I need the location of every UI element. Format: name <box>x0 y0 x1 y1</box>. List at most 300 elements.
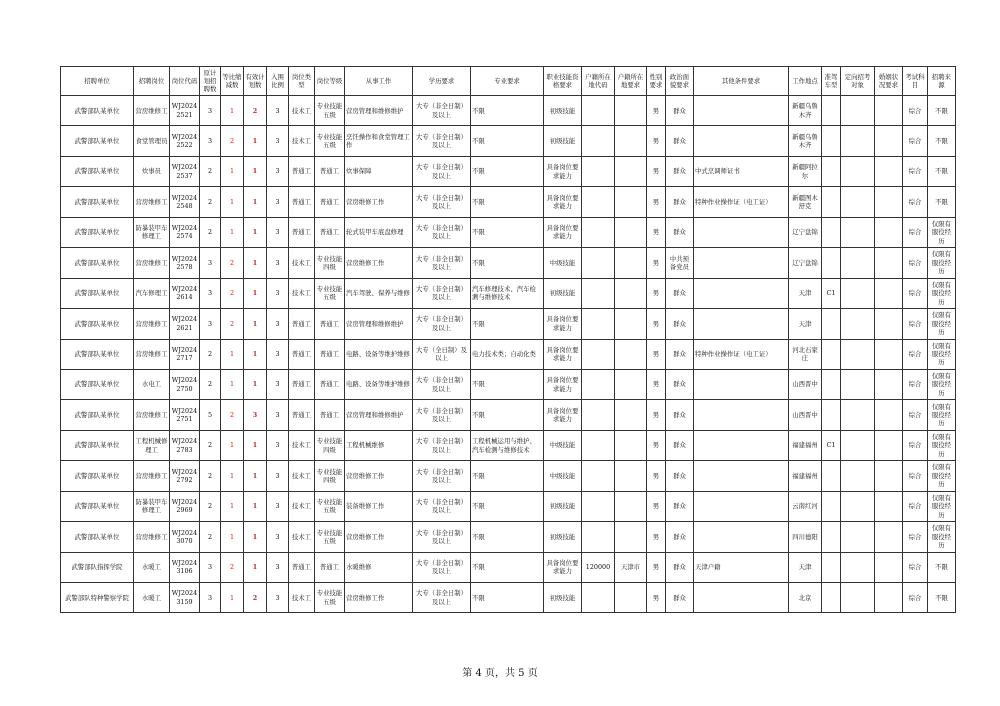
table-cell <box>694 248 789 278</box>
table-cell: 专业技能五级 <box>315 583 345 613</box>
table-cell <box>694 96 789 126</box>
table-cell <box>694 583 789 613</box>
table-cell: 1 <box>221 156 244 186</box>
table-cell: 综合 <box>903 248 928 278</box>
table-cell: 不限 <box>471 491 544 521</box>
table-cell: 不限 <box>928 156 956 186</box>
table-cell: 初级技能 <box>544 583 582 613</box>
table-cell <box>582 187 615 217</box>
table-cell: 技术工 <box>289 96 315 126</box>
table-cell: 仅限有服役经历 <box>928 309 956 339</box>
column-header: 等比缩减数 <box>221 67 244 96</box>
table-cell: 5 <box>200 400 221 430</box>
table-cell <box>875 309 903 339</box>
table-cell <box>615 248 647 278</box>
table-cell: 群众 <box>666 369 694 399</box>
table-cell: 营房管理和维修维护 <box>345 309 413 339</box>
table-cell: 武警部队某单位 <box>61 369 134 399</box>
table-cell: 2 <box>200 522 221 552</box>
table-cell: 2 <box>200 187 221 217</box>
table-cell <box>875 126 903 156</box>
table-cell: WJ20243070 <box>170 522 200 552</box>
table-cell <box>582 522 615 552</box>
table-cell: 营房维修工作 <box>345 461 413 491</box>
table-cell <box>875 156 903 186</box>
table-cell: WJ20242969 <box>170 491 200 521</box>
table-cell: 武警部队某单位 <box>61 156 134 186</box>
table-row <box>61 369 956 399</box>
column-header: 原计划招聘数 <box>200 67 221 96</box>
table-cell <box>822 491 841 521</box>
table-cell: 大专（非全日制）及以上 <box>413 552 471 582</box>
table-cell: 不限 <box>928 583 956 613</box>
table-cell <box>822 248 841 278</box>
table-cell <box>615 96 647 126</box>
table-cell: 群众 <box>666 430 694 460</box>
table-cell: 轮式装甲车底盘修理 <box>345 217 413 247</box>
table-cell: 1 <box>244 430 267 460</box>
table-cell: 1 <box>221 187 244 217</box>
table-cell: 3 <box>267 400 289 430</box>
table-cell: 3 <box>267 583 289 613</box>
table-cell: 电力技术类；自动化类 <box>471 339 544 369</box>
table-cell: WJ20242621 <box>170 309 200 339</box>
table-cell: 1 <box>221 217 244 247</box>
recruitment-table-wrapper <box>60 66 956 613</box>
column-header: 招聘岗位 <box>134 67 170 96</box>
table-cell: 专业技能五级 <box>315 278 345 308</box>
table-cell: 群众 <box>666 522 694 552</box>
table-cell <box>615 369 647 399</box>
table-cell: 大专（非全日制）及以上 <box>413 156 471 186</box>
table-cell <box>822 369 841 399</box>
table-cell: 普通工 <box>289 309 315 339</box>
table-cell: 武警部队某单位 <box>61 278 134 308</box>
table-cell: 不限 <box>471 552 544 582</box>
table-cell: 天津 <box>789 278 822 308</box>
table-cell <box>875 583 903 613</box>
table-cell: 普通工 <box>315 369 345 399</box>
table-cell: 食堂管理员 <box>134 126 170 156</box>
table-cell <box>822 400 841 430</box>
table-cell: 仅限有服役经历 <box>928 430 956 460</box>
table-cell <box>615 187 647 217</box>
table-cell: 男 <box>647 400 666 430</box>
table-cell: 群众 <box>666 156 694 186</box>
table-cell: 群众 <box>666 126 694 156</box>
table-cell <box>822 309 841 339</box>
column-header: 婚姻状况要求 <box>875 67 903 96</box>
table-cell: 群众 <box>666 461 694 491</box>
table-cell: 2 <box>200 339 221 369</box>
table-cell: 水暖工 <box>134 583 170 613</box>
table-cell <box>615 491 647 521</box>
table-cell <box>615 583 647 613</box>
table-cell: 男 <box>647 461 666 491</box>
column-header: 招聘来源 <box>928 67 956 96</box>
table-row <box>61 126 956 156</box>
table-cell: 3 <box>244 400 267 430</box>
table-cell: 技术工 <box>289 491 315 521</box>
table-cell: 普通工 <box>289 217 315 247</box>
table-cell: 群众 <box>666 187 694 217</box>
table-cell <box>582 96 615 126</box>
table-cell: 3 <box>267 126 289 156</box>
table-cell: 3 <box>200 552 221 582</box>
table-cell <box>841 187 875 217</box>
table-cell: 营房维修工 <box>134 96 170 126</box>
table-cell: 武警部队某单位 <box>61 96 134 126</box>
table-cell: 仅限有服役经历 <box>928 369 956 399</box>
table-cell: 四川德阳 <box>789 522 822 552</box>
table-cell: 具备岗位要求能力 <box>544 552 582 582</box>
table-cell: 大专（非全日制）及以上 <box>413 461 471 491</box>
column-header: 定向招考对象 <box>841 67 875 96</box>
table-cell <box>615 522 647 552</box>
table-cell: 水电工 <box>134 369 170 399</box>
column-header: 准驾车型 <box>822 67 841 96</box>
table-cell: 综合 <box>903 461 928 491</box>
table-cell: 专业技能四级 <box>315 430 345 460</box>
table-cell: 群众 <box>666 217 694 247</box>
table-cell: 初级技能 <box>544 491 582 521</box>
table-cell: 3 <box>267 96 289 126</box>
table-cell: 普通工 <box>289 369 315 399</box>
table-cell: 中级技能 <box>544 430 582 460</box>
table-cell: 云南红河 <box>789 491 822 521</box>
table-cell <box>875 339 903 369</box>
table-cell: 综合 <box>903 491 928 521</box>
table-cell: 不限 <box>471 96 544 126</box>
table-cell: 群众 <box>666 339 694 369</box>
table-cell <box>582 400 615 430</box>
table-cell: 1 <box>221 522 244 552</box>
table-cell: 3 <box>267 552 289 582</box>
table-cell: 2 <box>244 96 267 126</box>
table-cell: 福建福州 <box>789 461 822 491</box>
table-cell: 大专（非全日制）及以上 <box>413 309 471 339</box>
table-cell: 工程机械维修 <box>345 430 413 460</box>
table-cell: 河北石家庄 <box>789 339 822 369</box>
table-cell: 1 <box>221 339 244 369</box>
table-cell: 武警部队某单位 <box>61 461 134 491</box>
table-cell <box>582 461 615 491</box>
table-cell: 普通工 <box>289 156 315 186</box>
table-cell: 装备维修工作 <box>345 491 413 521</box>
table-cell: 初级技能 <box>544 522 582 552</box>
table-cell <box>875 522 903 552</box>
table-cell: 2 <box>244 583 267 613</box>
table-cell: 1 <box>221 461 244 491</box>
table-cell: 不限 <box>928 552 956 582</box>
table-cell <box>822 217 841 247</box>
table-cell: 2 <box>221 278 244 308</box>
table-cell: WJ20242537 <box>170 156 200 186</box>
table-cell: 北京 <box>789 583 822 613</box>
table-cell: WJ20242548 <box>170 187 200 217</box>
table-cell: 防暴装甲车修理工 <box>134 217 170 247</box>
table-cell <box>582 248 615 278</box>
table-cell <box>694 369 789 399</box>
table-cell: 男 <box>647 430 666 460</box>
table-cell: 大专（非全日制）及以上 <box>413 96 471 126</box>
table-cell: 新疆乌鲁木齐 <box>789 126 822 156</box>
table-cell: 综合 <box>903 278 928 308</box>
table-cell: 中共预备党员 <box>666 248 694 278</box>
table-cell <box>875 430 903 460</box>
table-cell: 不限 <box>471 522 544 552</box>
table-cell <box>841 400 875 430</box>
table-cell: 不限 <box>471 126 544 156</box>
table-cell <box>615 461 647 491</box>
table-cell: 男 <box>647 309 666 339</box>
column-header: 招聘单位 <box>61 67 134 96</box>
table-cell: WJ20242751 <box>170 400 200 430</box>
column-header: 其他条件要求 <box>694 67 789 96</box>
table-cell: 1 <box>221 491 244 521</box>
table-cell <box>841 248 875 278</box>
table-cell: 1 <box>221 430 244 460</box>
table-row <box>61 491 956 521</box>
table-cell: 普通工 <box>315 217 345 247</box>
table-cell: 不限 <box>471 583 544 613</box>
table-cell: WJ20242750 <box>170 369 200 399</box>
table-cell: 2 <box>200 156 221 186</box>
table-cell: 不限 <box>928 187 956 217</box>
table-cell <box>875 187 903 217</box>
table-cell: 2 <box>221 126 244 156</box>
table-cell: 群众 <box>666 400 694 430</box>
table-cell: 普通工 <box>315 309 345 339</box>
table-cell: 1 <box>244 126 267 156</box>
table-cell <box>841 278 875 308</box>
table-cell: 普通工 <box>315 339 345 369</box>
table-cell: 3 <box>267 491 289 521</box>
table-cell: 不限 <box>471 400 544 430</box>
table-cell: 综合 <box>903 369 928 399</box>
table-cell: 综合 <box>903 217 928 247</box>
table-cell <box>841 430 875 460</box>
table-cell: 3 <box>200 96 221 126</box>
table-cell: 仅限有服役经历 <box>928 522 956 552</box>
table-cell: 营房维修工 <box>134 400 170 430</box>
table-cell: WJ20242574 <box>170 217 200 247</box>
table-cell <box>841 461 875 491</box>
table-cell: WJ20242614 <box>170 278 200 308</box>
table-cell: C1 <box>822 430 841 460</box>
table-cell <box>841 309 875 339</box>
column-header: 有效计划数 <box>244 67 267 96</box>
table-cell: 群众 <box>666 96 694 126</box>
table-cell: 3 <box>200 309 221 339</box>
column-header: 学历要求 <box>413 67 471 96</box>
table-cell: 120000 <box>582 552 615 582</box>
table-cell: 男 <box>647 187 666 217</box>
table-cell: 大专（非全日制）及以上 <box>413 430 471 460</box>
table-cell: 营房维修工 <box>134 339 170 369</box>
table-cell: 仅限有服役经历 <box>928 461 956 491</box>
table-cell: 综合 <box>903 187 928 217</box>
column-header: 工作地点 <box>789 67 822 96</box>
table-cell: 营房管理和维修维护 <box>345 400 413 430</box>
table-cell: 1 <box>244 309 267 339</box>
table-cell: 普通工 <box>289 552 315 582</box>
table-cell <box>582 217 615 247</box>
table-cell: 具备岗位要求能力 <box>544 339 582 369</box>
table-cell: 技术工 <box>289 522 315 552</box>
table-cell: 新疆图木舒克 <box>789 187 822 217</box>
table-cell <box>822 339 841 369</box>
table-cell <box>615 217 647 247</box>
table-cell: 武警部队某单位 <box>61 248 134 278</box>
table-cell: 武警部队某单位 <box>61 217 134 247</box>
table-cell: 综合 <box>903 522 928 552</box>
table-cell: 综合 <box>903 126 928 156</box>
table-cell: 不限 <box>471 309 544 339</box>
table-cell: 专业技能五级 <box>315 96 345 126</box>
table-cell: 1 <box>244 552 267 582</box>
table-cell: 2 <box>221 309 244 339</box>
table-cell: 专业技能五级 <box>315 126 345 156</box>
table-cell <box>615 309 647 339</box>
table-cell <box>615 126 647 156</box>
table-cell: 1 <box>221 583 244 613</box>
table-cell: 技术工 <box>289 430 315 460</box>
table-cell <box>841 491 875 521</box>
table-cell: 男 <box>647 248 666 278</box>
table-cell: 具备岗位要求能力 <box>544 156 582 186</box>
table-cell: 武警部队某单位 <box>61 126 134 156</box>
table-cell <box>841 583 875 613</box>
table-cell: 群众 <box>666 309 694 339</box>
table-cell: 群众 <box>666 583 694 613</box>
table-cell: 综合 <box>903 583 928 613</box>
table-cell <box>582 430 615 460</box>
table-cell: 群众 <box>666 552 694 582</box>
table-cell <box>841 369 875 399</box>
table-cell <box>875 552 903 582</box>
table-cell: 1 <box>244 339 267 369</box>
table-cell: 普通工 <box>315 400 345 430</box>
table-cell: 1 <box>244 278 267 308</box>
table-cell: 专业技能四级 <box>315 248 345 278</box>
table-cell <box>694 217 789 247</box>
table-cell: 武警部队某单位 <box>61 491 134 521</box>
table-row <box>61 461 956 491</box>
table-cell: 特种作业操作证（电工证） <box>694 187 789 217</box>
table-cell <box>694 522 789 552</box>
table-cell <box>822 96 841 126</box>
table-row <box>61 400 956 430</box>
table-cell: 男 <box>647 339 666 369</box>
table-cell: 技术工 <box>289 583 315 613</box>
table-cell: 仅限有服役经历 <box>928 400 956 430</box>
table-cell <box>694 430 789 460</box>
table-cell: 2 <box>200 369 221 399</box>
table-cell: 男 <box>647 369 666 399</box>
table-cell: 天津市 <box>615 552 647 582</box>
table-cell: 2 <box>200 430 221 460</box>
table-cell <box>841 156 875 186</box>
column-header: 户籍所在地代码 <box>582 67 615 96</box>
table-row <box>61 187 956 217</box>
table-cell: 营房维修工 <box>134 461 170 491</box>
table-cell <box>694 400 789 430</box>
column-header: 入围比例 <box>267 67 289 96</box>
table-cell: 中级技能 <box>544 248 582 278</box>
table-cell: 中级技能 <box>544 461 582 491</box>
table-cell: 辽宁盘锦 <box>789 217 822 247</box>
table-cell: C1 <box>822 278 841 308</box>
table-cell <box>582 309 615 339</box>
table-cell: 不限 <box>471 369 544 399</box>
table-row <box>61 248 956 278</box>
table-cell: 1 <box>244 461 267 491</box>
table-cell: 大专（非全日制）及以上 <box>413 278 471 308</box>
table-row <box>61 430 956 460</box>
table-cell: 武警部队某单位 <box>61 430 134 460</box>
table-cell: 男 <box>647 126 666 156</box>
table-cell: 综合 <box>903 96 928 126</box>
page-footer: 第 4 页，共 5 页 <box>462 668 538 679</box>
table-cell <box>875 96 903 126</box>
table-cell: 工程机械修理工 <box>134 430 170 460</box>
table-cell <box>822 522 841 552</box>
table-cell <box>582 583 615 613</box>
table-cell: 技术工 <box>289 278 315 308</box>
table-cell <box>822 583 841 613</box>
table-row <box>61 309 956 339</box>
table-cell: 普通工 <box>289 400 315 430</box>
table-cell: 综合 <box>903 339 928 369</box>
table-cell: 新疆乌鲁木齐 <box>789 96 822 126</box>
table-cell: 男 <box>647 583 666 613</box>
table-cell: 新疆阿拉尔 <box>789 156 822 186</box>
table-cell: 具备岗位要求能力 <box>544 309 582 339</box>
recruitment-table <box>60 66 956 613</box>
table-cell: 不限 <box>928 96 956 126</box>
table-cell: 普通工 <box>315 156 345 186</box>
table-row <box>61 278 956 308</box>
table-cell: 3 <box>267 248 289 278</box>
table-cell: WJ20242522 <box>170 126 200 156</box>
table-cell: 3 <box>267 430 289 460</box>
table-cell: 群众 <box>666 278 694 308</box>
table-cell <box>582 369 615 399</box>
table-cell: 防暴装甲车修理工 <box>134 491 170 521</box>
table-cell: 大专（全日制）及以上 <box>413 339 471 369</box>
table-cell <box>694 461 789 491</box>
table-cell: 普通工 <box>315 187 345 217</box>
table-cell <box>615 278 647 308</box>
table-cell: WJ20242717 <box>170 339 200 369</box>
table-cell: 3 <box>267 461 289 491</box>
table-cell <box>694 278 789 308</box>
table-cell: 综合 <box>903 309 928 339</box>
table-cell: 1 <box>221 96 244 126</box>
table-row <box>61 583 956 613</box>
column-header: 岗位类型 <box>289 67 315 96</box>
table-cell: 3 <box>200 583 221 613</box>
table-cell: 武警部队某单位 <box>61 187 134 217</box>
table-cell: 2 <box>221 552 244 582</box>
header-row <box>61 67 956 96</box>
table-cell: 营房维修工作 <box>345 248 413 278</box>
table-cell: 不限 <box>471 156 544 186</box>
table-cell: 2 <box>200 217 221 247</box>
table-row <box>61 96 956 126</box>
table-cell: 3 <box>267 217 289 247</box>
